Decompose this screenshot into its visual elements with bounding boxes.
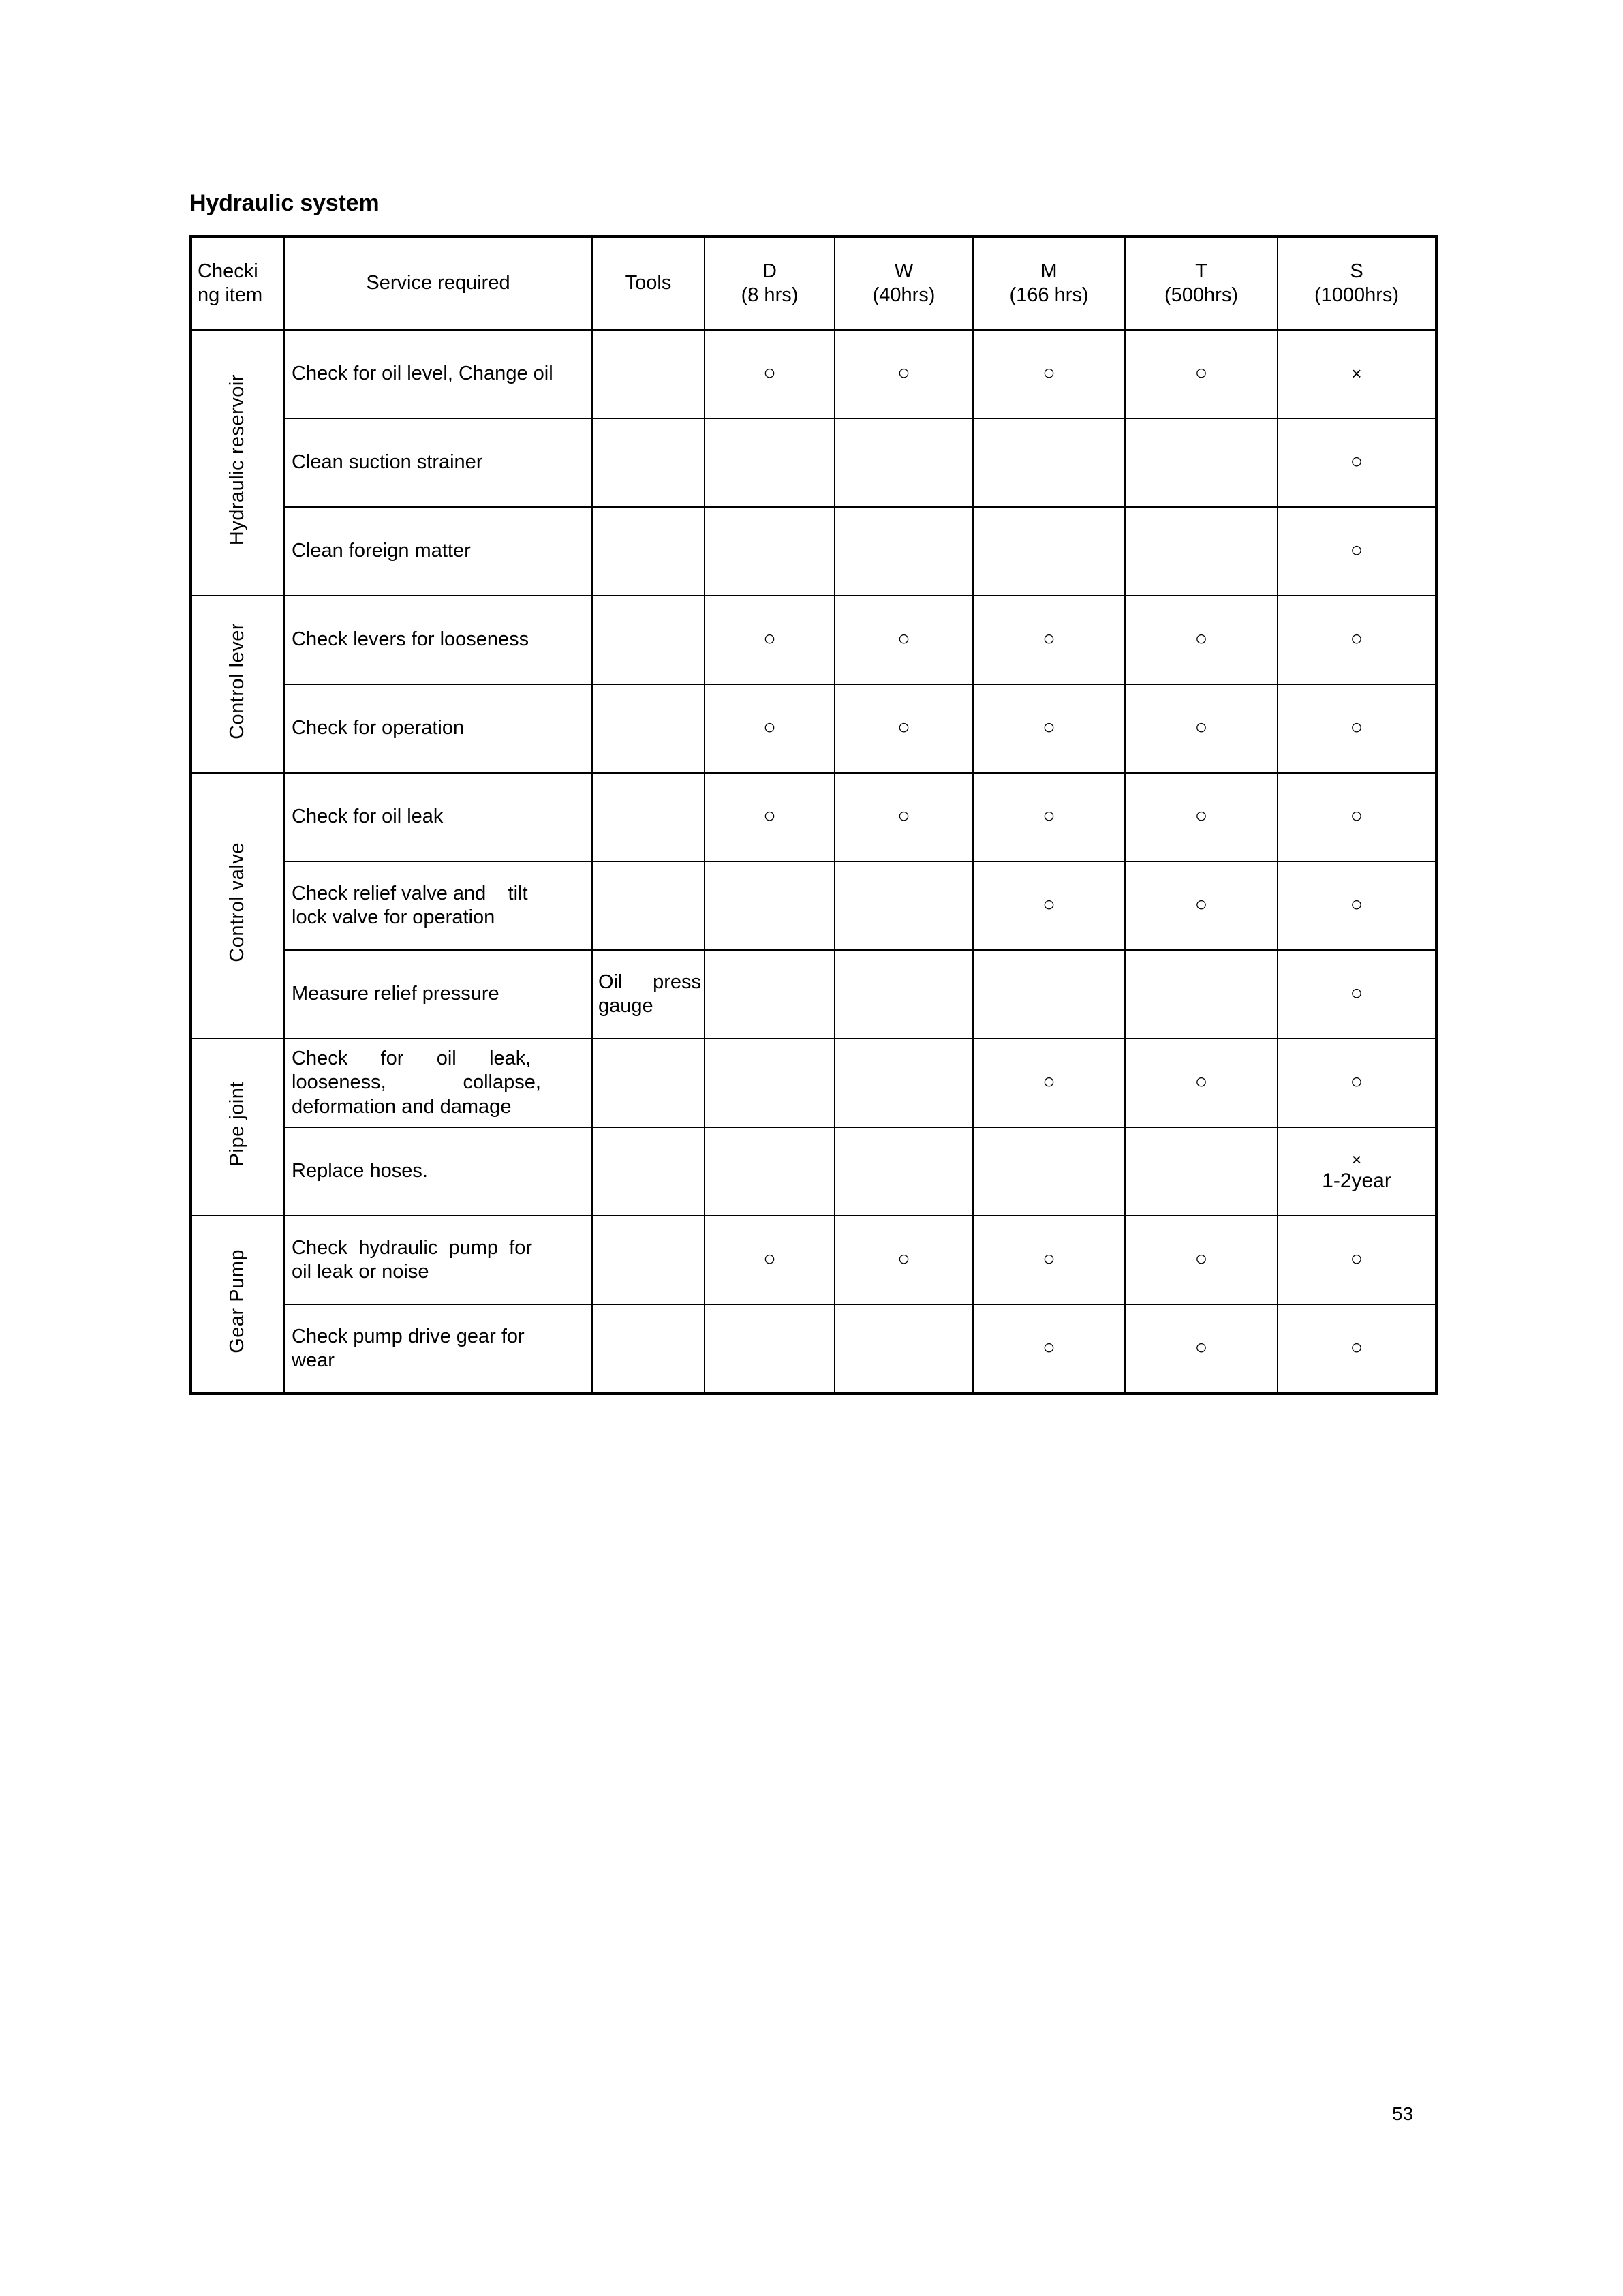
header-interval-s-hours: (1000hrs) [1314, 284, 1400, 306]
mark-circle-icon: ○ [1350, 803, 1363, 828]
group-label-text: Control valve [226, 842, 249, 963]
group-label-control-lever [191, 596, 284, 773]
mark-cell-d [705, 1304, 835, 1394]
mark-cell-d [705, 330, 835, 418]
service-cell-line2: looseness, collapse, [292, 1071, 541, 1094]
mark-cell-s [1278, 684, 1436, 773]
service-cell-line2: oil leak or noise [292, 1261, 429, 1283]
tools-cell: Oil press gauge [592, 950, 705, 1039]
mark-cell-d [705, 861, 835, 950]
mark-cell-w [835, 1304, 973, 1394]
mark-circle-icon: ○ [1194, 803, 1208, 828]
service-cell [284, 1216, 592, 1304]
mark-circle-icon: ○ [1194, 626, 1208, 651]
tools-cell [592, 1127, 705, 1216]
mark-cell-t [1125, 1127, 1278, 1216]
mark-cell-s [1278, 330, 1436, 418]
service-cell: Clean suction strainer [284, 418, 592, 507]
mark-cell-t [1125, 507, 1278, 596]
maintenance-schedule-table [189, 235, 1438, 1395]
mark-cell-m [973, 1039, 1125, 1127]
tools-cell [592, 418, 705, 507]
mark-cell-d [705, 418, 835, 507]
mark-circle-icon: ○ [1350, 538, 1363, 562]
mark-circle-icon: ○ [1350, 1069, 1363, 1094]
table-row [191, 330, 1436, 418]
mark-interval-label: 1-2year [1322, 1169, 1391, 1193]
mark-cell-t [1125, 773, 1278, 861]
group-label-text: Control lever [226, 622, 249, 739]
mark-cell-m [973, 684, 1125, 773]
mark-cell-w [835, 773, 973, 861]
mark-cell-w [835, 684, 973, 773]
table-row [191, 950, 1436, 1039]
header-interval-m-code: M [1040, 260, 1057, 283]
mark-circle-icon: ○ [763, 626, 776, 651]
table-header-row [191, 236, 1436, 330]
service-cell-line2: lock valve for operation [292, 906, 495, 928]
mark-replace-interval [1278, 1150, 1435, 1193]
mark-cell-s [1278, 1304, 1436, 1394]
table-header [191, 236, 1436, 330]
mark-cell-d [705, 596, 835, 684]
mark-cell-m [973, 330, 1125, 418]
mark-circle-icon: ○ [763, 803, 776, 828]
mark-circle-icon: ○ [1042, 803, 1055, 828]
mark-cell-d [705, 773, 835, 861]
table-row [191, 418, 1436, 507]
header-interval-w-hours: (40hrs) [872, 284, 936, 306]
service-cell-line1: Check for oil leak, [292, 1047, 531, 1069]
mark-circle-icon: ○ [897, 1246, 910, 1271]
header-interval-m [973, 236, 1125, 330]
header-interval-w-code: W [894, 260, 914, 283]
mark-circle-icon: ○ [1042, 715, 1055, 739]
mark-cell-t [1125, 684, 1278, 773]
mark-cell-m [973, 950, 1125, 1039]
service-cell-line1: Check relief valve and tilt [292, 882, 528, 904]
service-cell-line3: deformation and damage [292, 1095, 512, 1118]
header-interval-s [1278, 236, 1436, 330]
mark-cell-w [835, 1216, 973, 1304]
page-title: Hydraulic system [189, 190, 380, 216]
mark-cell-w [835, 507, 973, 596]
tools-cell [592, 330, 705, 418]
header-interval-d-hours: (8 hrs) [741, 284, 799, 306]
mark-cell-w [835, 861, 973, 950]
mark-cell-t [1125, 596, 1278, 684]
mark-circle-icon: ○ [897, 715, 910, 739]
group-label-pipe-joint [191, 1039, 284, 1216]
table-row [191, 596, 1436, 684]
tools-cell [592, 1039, 705, 1127]
table-body [191, 330, 1436, 1394]
mark-cell-s [1278, 1039, 1436, 1127]
mark-cell-w [835, 418, 973, 507]
mark-circle-icon: ○ [1350, 449, 1363, 474]
mark-circle-icon: ○ [1042, 1246, 1055, 1271]
mark-cell-d [705, 1127, 835, 1216]
mark-cell-t [1125, 1216, 1278, 1304]
mark-cell-m [973, 507, 1125, 596]
mark-circle-icon: ○ [1042, 361, 1055, 385]
mark-cross-icon: × [1351, 363, 1362, 384]
header-interval-t [1125, 236, 1278, 330]
mark-circle-icon: ○ [1350, 892, 1363, 917]
service-cell: Replace hoses. [284, 1127, 592, 1216]
service-cell: Check for oil level, Change oil [284, 330, 592, 418]
mark-cell-t [1125, 418, 1278, 507]
mark-cell-w [835, 950, 973, 1039]
mark-cell-d [705, 1216, 835, 1304]
mark-circle-icon: ○ [1042, 892, 1055, 917]
tools-cell [592, 596, 705, 684]
mark-cell-s [1278, 418, 1436, 507]
mark-circle-icon: ○ [1194, 1069, 1208, 1094]
mark-circle-icon: ○ [897, 803, 910, 828]
mark-circle-icon: ○ [1350, 626, 1363, 651]
service-cell: Check for operation [284, 684, 592, 773]
mark-circle-icon: ○ [1350, 1246, 1363, 1271]
mark-cell-m [973, 1216, 1125, 1304]
tools-cell [592, 507, 705, 596]
mark-cell-s [1278, 1216, 1436, 1304]
header-interval-d-code: D [762, 260, 777, 283]
mark-cell-s [1278, 950, 1436, 1039]
mark-circle-icon: ○ [1194, 1246, 1208, 1271]
tools-cell [592, 1304, 705, 1394]
mark-circle-icon: ○ [1194, 361, 1208, 385]
mark-circle-icon: ○ [763, 715, 776, 739]
group-label-text: Gear Pump [226, 1249, 249, 1353]
mark-cell-m [973, 418, 1125, 507]
mark-cell-m [973, 861, 1125, 950]
mark-circle-icon: ○ [1350, 715, 1363, 739]
header-checking-item-line1: Checki [198, 260, 258, 283]
mark-circle-icon: ○ [1042, 626, 1055, 651]
mark-cell-w [835, 1039, 973, 1127]
mark-cell-m [973, 1127, 1125, 1216]
group-label-control-valve [191, 773, 284, 1039]
table-row [191, 1216, 1436, 1304]
mark-cell-d [705, 507, 835, 596]
mark-cell-d [705, 1039, 835, 1127]
table-row [191, 1039, 1436, 1127]
header-tools: Tools [592, 236, 705, 330]
mark-cell-m [973, 596, 1125, 684]
table-row [191, 1127, 1436, 1216]
mark-cell-s [1278, 773, 1436, 861]
table-row [191, 684, 1436, 773]
mark-cell-m [973, 1304, 1125, 1394]
group-label-gear-pump [191, 1216, 284, 1394]
mark-cell-w [835, 330, 973, 418]
header-interval-s-code: S [1350, 260, 1363, 283]
service-cell [284, 1304, 592, 1394]
page-number: 53 [1392, 2103, 1414, 2124]
service-cell: Check levers for looseness [284, 596, 592, 684]
service-cell-line1: Check hydraulic pump for [292, 1236, 532, 1259]
mark-circle-icon: ○ [897, 626, 910, 651]
mark-cell-d [705, 684, 835, 773]
mark-cell-s [1278, 596, 1436, 684]
mark-circle-icon: ○ [1350, 981, 1363, 1005]
mark-circle-icon: ○ [897, 361, 910, 385]
header-interval-t-hours: (500hrs) [1164, 284, 1238, 306]
mark-cell-t [1125, 1039, 1278, 1127]
service-cell: Clean foreign matter [284, 507, 592, 596]
table-row [191, 507, 1436, 596]
header-checking-item [191, 236, 284, 330]
mark-circle-icon: ○ [763, 1246, 776, 1271]
group-label-text: Hydraulic reservoir [226, 373, 249, 545]
mark-cell-s [1278, 507, 1436, 596]
service-cell [284, 861, 592, 950]
mark-cell-s [1278, 1127, 1436, 1216]
mark-circle-icon: ○ [1042, 1335, 1055, 1360]
header-interval-m-hours: (166 hrs) [1009, 284, 1089, 306]
mark-cell-d [705, 950, 835, 1039]
table-row [191, 1304, 1436, 1394]
mark-circle-icon: ○ [1194, 715, 1208, 739]
service-cell-line1: Check pump drive gear for [292, 1325, 525, 1347]
service-cell: Check for oil leak [284, 773, 592, 861]
mark-circle-icon: ○ [1194, 892, 1208, 917]
table-row [191, 861, 1436, 950]
mark-cell-w [835, 596, 973, 684]
service-cell [284, 1039, 592, 1127]
tools-cell [592, 773, 705, 861]
mark-cell-m [973, 773, 1125, 861]
group-label-hydraulic-reservoir [191, 330, 284, 596]
tools-cell [592, 1216, 705, 1304]
service-cell: Measure relief pressure [284, 950, 592, 1039]
mark-cell-t [1125, 330, 1278, 418]
header-interval-d [705, 236, 835, 330]
table-row [191, 773, 1436, 861]
header-checking-item-line2: ng item [198, 284, 263, 306]
mark-cell-s [1278, 861, 1436, 950]
tools-cell [592, 684, 705, 773]
mark-circle-icon: ○ [1350, 1335, 1363, 1360]
header-interval-w [835, 236, 973, 330]
mark-circle-icon: ○ [1194, 1335, 1208, 1360]
mark-cross-icon: × [1351, 1150, 1362, 1170]
header-service-required: Service required [284, 236, 592, 330]
mark-cell-t [1125, 950, 1278, 1039]
group-label-text: Pipe joint [226, 1082, 249, 1167]
mark-cell-t [1125, 1304, 1278, 1394]
service-cell-line2: wear [292, 1349, 335, 1371]
tools-cell [592, 861, 705, 950]
mark-circle-icon: ○ [763, 361, 776, 385]
mark-circle-icon: ○ [1042, 1069, 1055, 1094]
mark-cell-t [1125, 861, 1278, 950]
header-interval-t-code: T [1195, 260, 1207, 283]
mark-cell-w [835, 1127, 973, 1216]
